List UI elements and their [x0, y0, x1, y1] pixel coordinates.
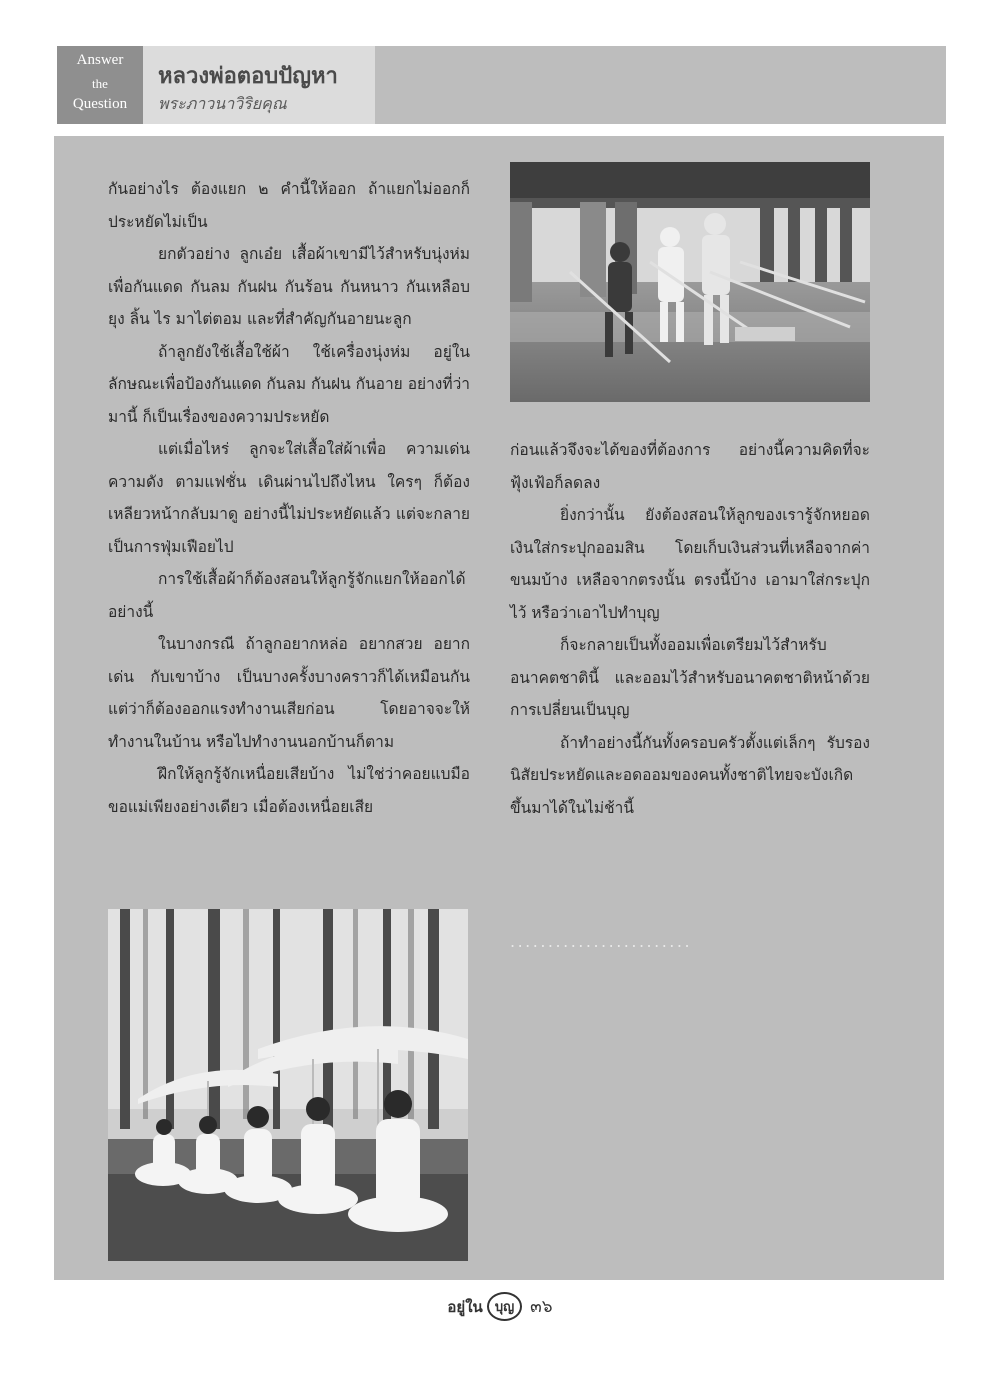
page-footer — [0, 1292, 1000, 1322]
page-title: หลวงพ่อตอบปัญหา — [158, 64, 338, 89]
paragraph: ถ้าทำอย่างนี้กันทั้งครอบครัวตั้งแต่เล็กๆ รับรองนิสัยประหยัดและอดออมของคนทั้งชาติไทยจะบังเกิดขึ้นมาได้ในไม่ช้านี้ — [510, 733, 870, 817]
left-column — [108, 173, 470, 823]
paragraph: ฝึกให้ลูกรู้จักเหนื่อยเสียบ้าง ไม่ใช่ว่าคอยแบมือขอแม่เพียงอย่างเดียว เมื่อต้องเหนื่อยเสีย — [108, 765, 470, 816]
photo-children-cleaning — [510, 162, 870, 402]
paragraph: ยิ่งกว่านั้น ยังต้องสอนให้ลูกของเรารู้จักหยอดเงินใส่กระปุกออมสิน โดยเก็บเงินส่วนที่เหลือจากค่าขนมบ้าง เหลือจากตรงนั้น ตรงนี้บ้าง เอามาใส่กระปุกไว้ หรือว่าเอาไปทำบุญ — [510, 506, 870, 622]
right-column — [510, 434, 870, 824]
paragraph: ในบางกรณี ถ้าลูกอยากหล่อ อยากสวย อยากเด่น กับเขาบ้าง เป็นบางครั้งบางคราวก็ได้เหมือนกัน แต่ว่าก็ต้องออกแรงทำงานเสียก่อน โดยอาจจะให้ทำงานในบ้าน หรือไปทำงานนอกบ้านก็ตาม — [108, 635, 470, 751]
header-band — [375, 46, 946, 124]
footer-brand — [447, 1292, 552, 1321]
paragraph: แต่เมื่อไหร่ ลูกจะใส่เสื้อใส่ผ้าเพื่อ ความเด่น ความดัง ตามแฟชั่น เดินผ่านไปถึงไหน ใครๆ ก็ต้องเหลียวหน้ากลับมาดู อย่างนี้ไม่ประหยัดแล้ว แต่จะกลายเป็นการฟุ่มเฟือยไป — [108, 440, 470, 556]
page-author: พระภาวนาวิริยคุณ — [158, 94, 287, 113]
paragraph: ก็จะกลายเป็นทั้งออมเพื่อเตรียมไว้สำหรับอนาคตชาตินี้ และออมไว้สำหรับอนาคตชาติหน้าด้วยการเปลี่ยนเป็นบุญ — [510, 636, 870, 719]
badge-line-question: Question — [72, 96, 128, 112]
photo-meditation-forest — [108, 909, 468, 1261]
dotted-divider: ........................ — [510, 932, 693, 951]
badge-line-the: the — [92, 76, 108, 91]
footer-brand-circle: บุญ — [487, 1292, 522, 1321]
section-badge — [57, 46, 143, 124]
paragraph: กันอย่างไร ต้องแยก ๒ คำนี้ให้ออก ถ้าแยกไม่ออกก็ประหยัดไม่เป็น — [108, 180, 470, 231]
paragraph: ถ้าลูกยังใช้เสื้อใช้ผ้า ใช้เครื่องนุ่งห่ม อยู่ในลักษณะเพื่อป้องกันแดด กันลม กันฝน กันอาย อย่างที่ว่ามานี้ ก็เป็นเรื่องของความประหยัด — [108, 342, 470, 426]
paragraph: ก่อนแล้วจึงจะได้ของที่ต้องการ อย่างนี้ความคิดที่จะฟุ้งเฟ้อก็ลดลง — [510, 441, 870, 492]
page-number: ๓๖ — [530, 1297, 553, 1317]
badge-line-answer: Answer — [76, 52, 124, 68]
footer-brand-text: อยู่ใน — [447, 1297, 483, 1316]
paragraph: การใช้เสื้อผ้าก็ต้องสอนให้ลูกรู้จักแยกให้ออกได้อย่างนี้ — [108, 570, 466, 621]
paragraph: ยกตัวอย่าง ลูกเอ๋ย เสื้อผ้าเขามีไว้สำหรับนุ่งห่ม เพื่อกันแดด กันลม กันฝน กันร้อน กันหนาว กันเหลือบ ยุง ลิ้น ไร มาไต่ตอม และที่สำคัญกันอายนะลูก — [108, 245, 470, 328]
